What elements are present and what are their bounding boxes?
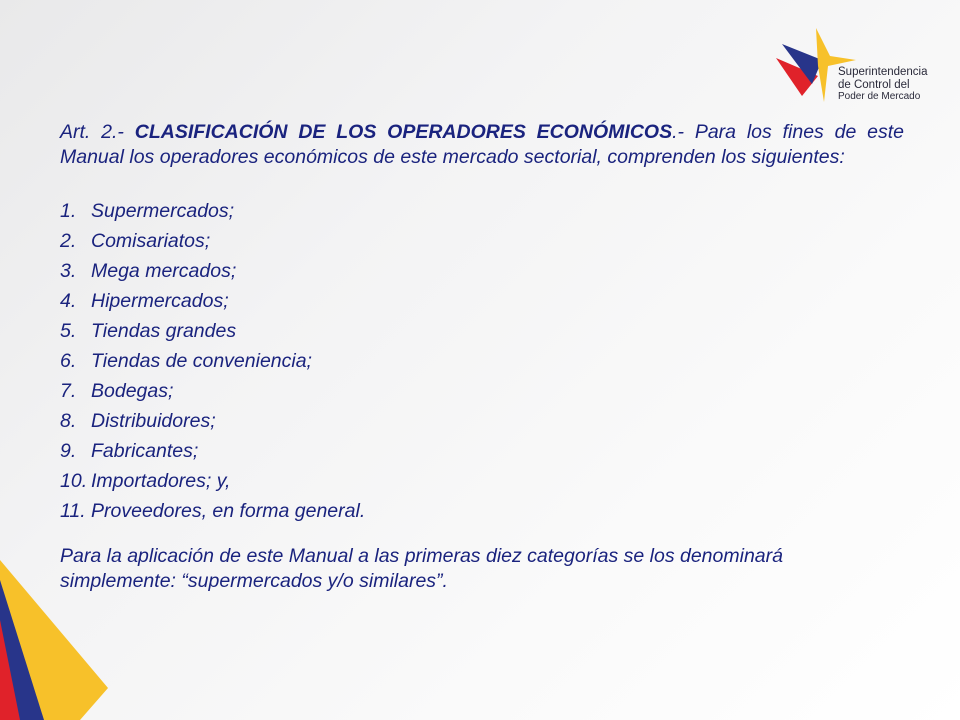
logo-line-2: de Control del — [838, 78, 910, 91]
list-item-text: Fabricantes; — [91, 440, 199, 462]
list-item-number: 4. — [60, 290, 77, 312]
list-item-text: Comisariatos; — [91, 230, 211, 252]
list-item — [60, 376, 904, 406]
content — [60, 120, 904, 594]
list-item-number: 3. — [60, 260, 77, 282]
list-item-number: 1. — [60, 200, 77, 222]
list-item-text: Hipermercados; — [91, 290, 229, 312]
list-item — [60, 286, 904, 316]
list-item-number: 8. — [60, 410, 77, 432]
list-item — [60, 466, 904, 496]
list-item-number: 5. — [60, 320, 77, 342]
article-prefix: Art. 2.- — [60, 121, 135, 143]
logo-text — [838, 66, 928, 104]
logo-line-3: Poder de Mercado — [838, 91, 921, 102]
list-item — [60, 226, 904, 256]
list-item — [60, 436, 904, 466]
list-item-text: Bodegas; — [91, 380, 174, 402]
list-item-text: Distribuidores; — [91, 410, 216, 432]
logo — [772, 26, 942, 106]
list-item-text: Importadores; y, — [91, 470, 231, 492]
list-item-number: 11. — [60, 500, 86, 522]
article-title: CLASIFICACIÓN DE LOS OPERADORES ECONÓMICOS — [134, 121, 673, 143]
list-item — [60, 316, 904, 346]
list-item — [60, 406, 904, 436]
list-item-text: Mega mercados; — [91, 260, 237, 282]
list-item-text: Tiendas de conveniencia; — [91, 350, 312, 372]
article-body: .- Para los fines de este Manual los operadores económicos de este mercado sectorial, comprenden los siguientes: — [60, 121, 904, 168]
intro-paragraph — [60, 120, 904, 170]
list-item-number: 10. — [60, 470, 88, 492]
list-item-number: 7. — [60, 380, 77, 402]
operators-list — [60, 196, 904, 526]
list-item — [60, 496, 904, 526]
logo-line-1: Superintendencia — [838, 66, 928, 78]
list-item — [60, 346, 904, 376]
closing-paragraph: Para la aplicación de este Manual a las primeras diez categorías se los denominará simplemente: “supermercados y/o similares”. — [60, 545, 783, 592]
list-item — [60, 256, 904, 286]
list-item — [60, 196, 904, 226]
list-item-number: 6. — [60, 350, 77, 372]
list-item-number: 9. — [60, 440, 77, 462]
list-item-number: 2. — [60, 230, 77, 252]
list-item-text: Proveedores, en forma general. — [91, 500, 366, 522]
list-item-text: Supermercados; — [91, 200, 235, 222]
list-item-text: Tiendas grandes — [91, 320, 237, 342]
